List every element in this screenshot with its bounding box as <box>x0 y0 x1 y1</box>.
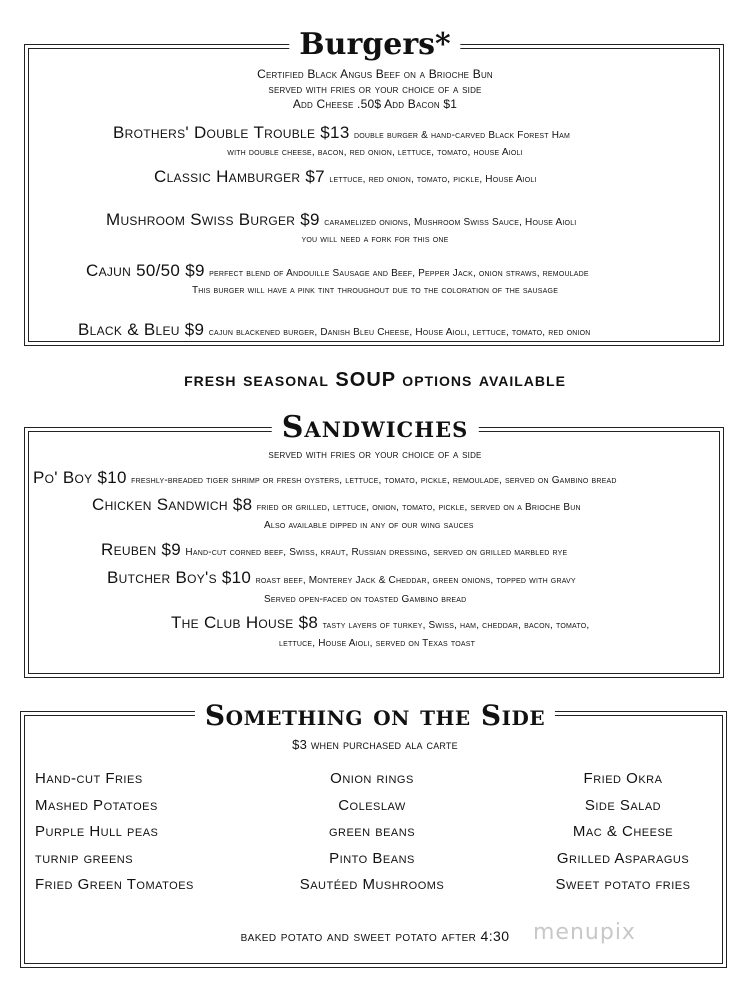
burgers-title: Burgers* <box>289 30 460 60</box>
burger-item-desc: cajun blackened burger, Danish Bleu Cheese, House Aioli, lettuce, tomato, red onion <box>208 327 591 338</box>
burger-item-note: with double cheese, bacon, red onion, lettuce, tomato, house Aioli <box>227 147 523 158</box>
side-item: Onion rings <box>330 770 414 787</box>
side-item: Pinto Beans <box>329 849 415 867</box>
soup-banner: fresh seasonal SOUP options available <box>184 369 566 391</box>
sandwich-item-desc: fried or grilled, lettuce, onion, tomato, pickle, served on a Brioche Bun <box>256 502 581 513</box>
side-item: Sautéed Mushrooms <box>299 876 445 893</box>
side-item: Mashed Potatoes <box>35 796 158 814</box>
burger-item-note: This burger will have a pink tint throughout due to the coloration of the sausage <box>191 285 559 296</box>
sandwich-item-note: Served open-faced on toasted Gambino bread <box>264 594 467 605</box>
burger-item-name: Classic Hamburger $7 <box>154 167 325 186</box>
sandwich-item-name: Po' Boy $10 <box>33 468 127 487</box>
side-item: Fried Okra <box>583 770 663 787</box>
sandwich-item-desc: tasty layers of turkey, Swiss, ham, cheddar, bacon, tomato, <box>322 620 590 631</box>
burger-item <box>78 321 591 339</box>
sides-column-left <box>35 770 255 903</box>
sandwich-item <box>92 496 581 514</box>
sandwich-item <box>101 541 567 559</box>
sandwich-item <box>107 569 576 587</box>
sandwich-item-desc: Hand-cut corned beef, Swiss, kraut, Russian dressing, served on grilled marbled rye <box>185 547 568 558</box>
burger-item <box>154 168 537 186</box>
burger-item <box>106 211 576 229</box>
sides-column-right <box>518 770 728 903</box>
burger-item-name: Black & Bleu $9 <box>78 320 205 339</box>
sandwich-item-name: The Club House $8 <box>171 613 319 632</box>
side-item: Side Salad <box>584 796 662 814</box>
sandwich-item-desc: roast beef, Monterey Jack & Cheddar, green onions, topped with gravy <box>255 575 576 586</box>
sandwich-item-desc: freshly-breaded tiger shrimp or fresh oysters, lettuce, tomato, pickle, remoulade, served on Gambino bread <box>131 475 617 486</box>
burger-item-name: Cajun 50/50 $9 <box>86 261 205 280</box>
sandwiches-intro: served with fries or your choice of a side <box>268 447 482 461</box>
burgers-intro-1: Certified Black Angus Beef on a Brioche Bun <box>257 67 493 81</box>
burger-item-desc: double burger & hand-carved Black Forest Ham <box>354 130 571 141</box>
sides-column-middle <box>262 770 482 903</box>
side-item: turnip greens <box>35 849 134 867</box>
burger-item-name: Brothers' Double Trouble $13 <box>113 123 350 142</box>
sandwich-item <box>171 614 589 632</box>
side-item: Purple Hull peas <box>35 823 159 840</box>
sandwich-item-name: Butcher Boy's $10 <box>107 568 252 587</box>
side-item: Sweet potato fries <box>555 876 691 893</box>
burger-item <box>113 124 570 142</box>
burgers-intro-2: served with fries or your choice of a side <box>268 82 482 96</box>
burger-item-note: you will need a fork for this one <box>301 234 449 245</box>
sides-title: Something on the Side <box>195 702 555 730</box>
burgers-intro-3: Add Cheese .50$ Add Bacon $1 <box>292 97 458 111</box>
side-item: Mac & Cheese <box>572 823 674 840</box>
burger-item-desc: lettuce, red onion, tomato, pickle, House Aioli <box>329 174 537 185</box>
burger-item-desc: perfect blend of Andouille Sausage and Beef, Pepper Jack, onion straws, remoulade <box>209 268 589 279</box>
side-item: Coleslaw <box>338 796 406 814</box>
burger-item-desc: caramelized onions, Mushroom Swiss Sauce, House Aioli <box>324 217 577 228</box>
watermark-logo: menupix <box>533 920 636 945</box>
sides-footer: baked potato and sweet potato after 4:30 <box>240 928 510 944</box>
sides-price-note: $3 when purchased ala carte <box>292 737 458 752</box>
sandwich-item <box>33 469 617 487</box>
sandwich-item-note: Also available dipped in any of our wing sauces <box>264 520 474 531</box>
side-item: Hand-cut Fries <box>35 770 143 787</box>
side-item: Grilled Asparagus <box>556 849 690 867</box>
sandwich-item-note: lettuce, House Aioli, served on Texas toast <box>279 638 476 649</box>
burger-item <box>86 262 589 280</box>
side-item: Fried Green Tomatoes <box>35 876 194 893</box>
side-item: green beans <box>328 823 416 840</box>
sandwich-item-name: Reuben $9 <box>101 540 181 559</box>
burger-item-name: Mushroom Swiss Burger $9 <box>106 210 320 229</box>
sandwich-item-name: Chicken Sandwich $8 <box>92 495 253 514</box>
sandwiches-title: Sandwiches <box>272 413 479 443</box>
